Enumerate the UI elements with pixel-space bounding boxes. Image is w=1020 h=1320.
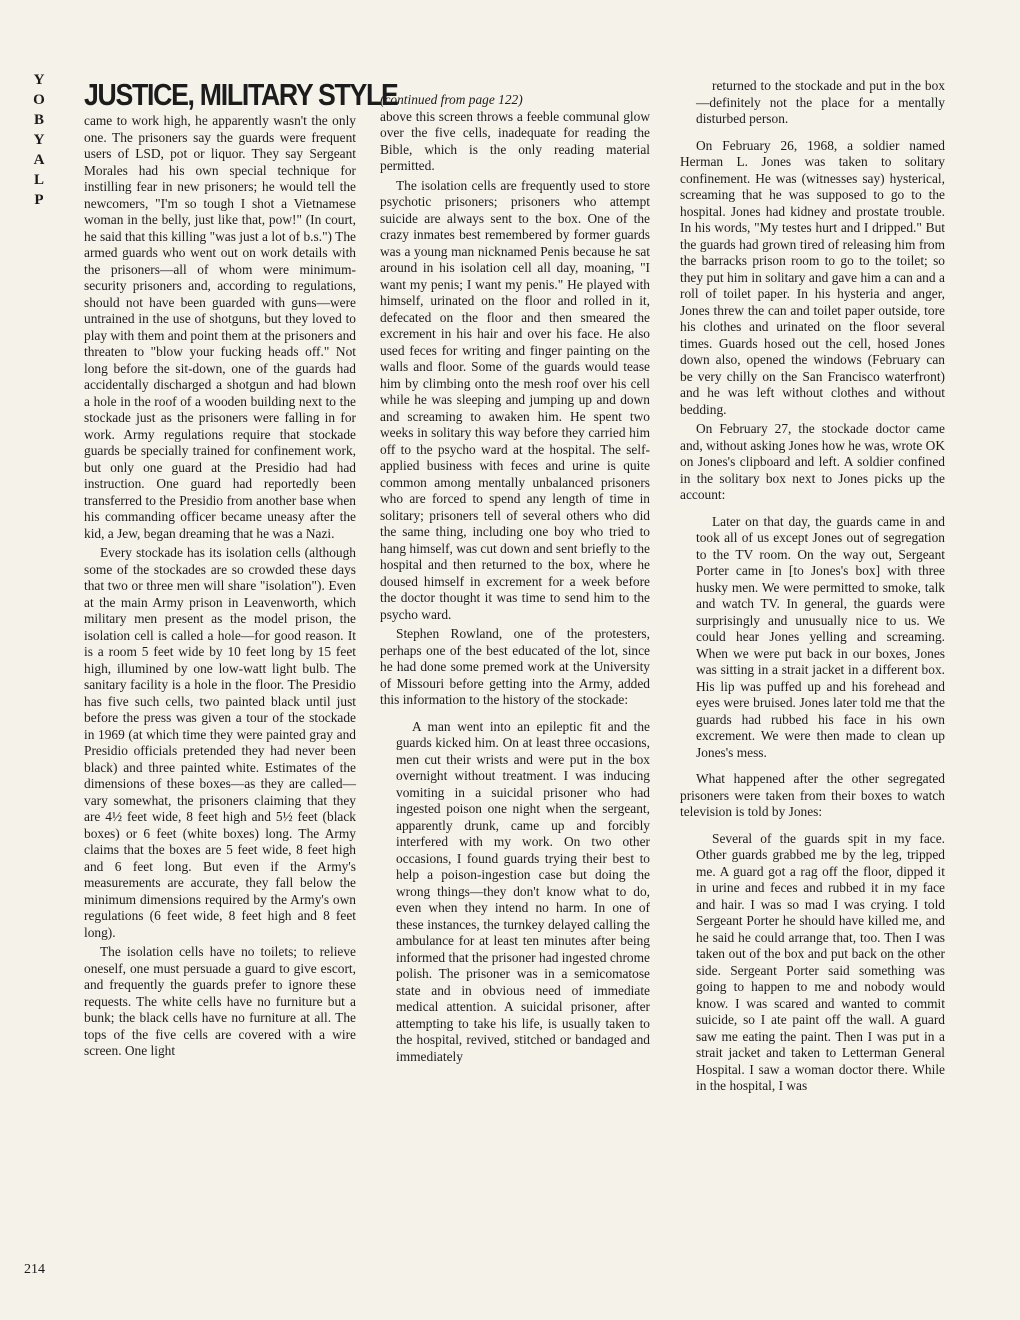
column-1: [84, 77, 398, 1060]
block-quote: [680, 78, 945, 128]
paragraph: What happened after the other segregated prisoners were taken from their boxes to watch television is told by Jones:: [680, 771, 945, 819]
masthead-letter: Y: [33, 132, 45, 148]
paragraph: The isolation cells have no toilets; to relieve oneself, one must persuade a guard to give escort, and frequently the guards prefer to ignore these requests. The white cells have no furniture but a bunk; the black cells have no furniture at all. The tops of the five cells are covered with a wire screen. One light: [84, 944, 356, 1058]
block-quote: [380, 719, 650, 1066]
paragraph: came to work high, he apparently wasn't the only one. The prisoners say the guards were frequent users of LSD, pot or liquor. They say Sergeant Morales had his own special technique for instilling fear in new prisoners; he would tell the newcomers, "I'm so tough I shot a Vietnamese woman in the belly, just like that, pow!" (In court, he said that this killing "was just a lot of b.s.") The armed guards who went out on work details with the prisoners—all of whom were minimum-security prisoners and, according to regulations, should not have been guarded with guns—were untrained in the use of shotguns, but they loved to play with them and point them at the prisoners and threaten to "blow your fucking heads off." Not long before the sit-down, one of the guards had accidentally discharged a shotgun and had blown a hole in the roof of a wooden building next to the stockade just as the prisoners were falling in for work. Army regulations require that stockade guards be specially trained for confinement work, but only one guard at the Presidio had had instruction. One guard had reportedly been transferred to the Presidio from another base when his commanding officer became uneasy after the kid, a Jew, began dreaming that he was a Nazi.: [84, 113, 356, 541]
paragraph: On February 26, 1968, a soldier named Herman L. Jones was taken to solitary confinement. He was (witnesses say) hysterical, screaming that he was supposed to go to the hospital. Jones had kidney and prostate trouble. In his words, "My testes hurt and I dripped." But the guards had grown tired of releasing him from the barracks prison room to go to the toilet; so they put him in solitary and gave him a can and a roll of toilet paper. In his hysteria and anger, Jones threw the can and toilet paper outside, tore his clothes and urinated on the floor several times. Guards hosed out the cell, hosed Jones down also, opened the windows (February can be very chilly on the San Francisco waterfront) and he was left without clothes and without bedding.: [680, 137, 945, 417]
magazine-masthead: [28, 70, 50, 210]
quote-paragraph: returned to the stockade and put in the box—definitely not the place for a mentally disturbed person.: [696, 78, 945, 126]
paragraph: Every stockade has its isolation cells (although some of the stockades are so crowded these days that two or three men will share "isolation"). Even at the main Army prison in Leavenworth, which military men present as the model prison, the isolation cell is called a hole—for good reason. It is a room 5 feet wide by 10 feet long by 15 feet high, illumined by one low-watt light bulb. The sanitary facility is a hole in the floor. The Presidio has five such cells, two painted black until just before the press was given a tour of the stockade in 1969 (at which time they were painted gray and Presidio officials pretended they had never been black) and three painted white. Estimates of the dimensions of these boxes—as they are called—vary somewhat, the prisoners claiming that they are 4½ feet wide, 8 feet high and 5½ feet (black boxes) or 6 feet (white boxes) long. The Army claims that the boxes are 5 feet wide, 8 feet high and 6 feet long. But even if the Army's measurements are accurate, they fall below the minimum dimensions required by the Army's own regulations (6 feet wide, 8 feet high and 8 feet long).: [84, 545, 356, 940]
block-quote: [680, 514, 945, 762]
continued-from-note: (continued from page 122): [380, 92, 523, 107]
article-headline: JUSTICE, MILITARY STYLE: [84, 77, 398, 112]
paragraph: The isolation cells are frequently used to store psychotic prisoners; prisoners who attempt suicide are always sent to the box. One of the crazy inmates best remembered by former guards was a young man nicknamed Penis because he sat around in his isolation cell all day, moaning, "I want my penis; I want my penis." He played with himself, urinated on the floor and rolled in it, defecated on the floor and then smeared the excrement in his hair and over his face. He also used feces for writing and finger painting on the walls and floor. Some of the guards would tease him by climbing onto the mesh roof over his cell while he was sleeping and jumping up and down and screaming to awaken him. He spent two weeks in solitary this way before they carried him off to the psycho ward at the hospital. The self-applied business with feces and urine is quite common among mentally unbalanced prisoners who are forced to spend any length of time in solitary; prisoners tell of several others who did the same thing, including one boy who tried to hang himself, was cut down and sent briefly to the hospital and then returned to the box, where he doused himself in excrement for a week before the doctor thought it was time to send him to the psycho ward.: [380, 177, 650, 622]
paragraph: above this screen throws a feeble communal glow over the five cells, inadequate for reading the Bible, which is the only reading material permitted.: [380, 108, 650, 173]
masthead-letter: P: [34, 192, 44, 208]
column-2: [380, 78, 650, 1075]
block-quote: [680, 831, 945, 1095]
quote-paragraph: Several of the guards spit in my face. Other guards grabbed me by the leg, tripped me. A guard got a rag off the floor, dipped it in urine and feces and rubbed it in my face and hair. I was so mad I was crying. I told Sergeant Porter he should have killed me, and he said he could arrange that, too. Then I was taken out of the box and put back on the other side. Sergeant Porter said something was going to happen to me and nobody would know. I was scared and wanted to commit suicide, so I ate paint off the wall. A guard saw me eating the paint. Then I was put in a strait jacket and taken to Letterman General Hospital. I saw a woman doctor there. While in the hospital, I was: [696, 830, 945, 1093]
column-3: [680, 78, 945, 1105]
quote-paragraph: A man went into an epileptic fit and the guards kicked him. On at least three occasions, men cut their wrists and were put in the box overnight without treatment. I was inducing vomiting in a suicidal prisoner who had ingested poison one night when the sergeant, apparently drunk, came up and forcibly interfered with my work. On two other occasions, I found guards trying their best to help a poison-ingestion case but doing the wrong things—they don't know what to do, even when they intend no harm. In one of these instances, the turnkey delayed calling the ambulance for at least ten minutes after being informed that the prisoner had ingested chrome polish. The prisoner was in a semicomatose state and in obvious need of immediate medical attention. A suicidal prisoner, after attempting to take his life, is usually taken to the hospital, revived, stitched or bandaged and immediately: [396, 718, 650, 1064]
masthead-letter: B: [33, 112, 44, 128]
page-number: 214: [24, 1262, 45, 1277]
paragraph: On February 27, the stockade doctor came and, without asking Jones how he was, wrote OK on Jones's clipboard and left. A soldier confined in the solitary box next to Jones picks up the account:: [680, 421, 945, 502]
paragraph: Stephen Rowland, one of the protesters, perhaps one of the best educated of the lot, since he had done some premed work at the University of Missouri before getting into the Army, added this information to the history of the stockade:: [380, 626, 650, 707]
masthead-letter: Y: [33, 72, 45, 88]
quote-paragraph: Later on that day, the guards came in and took all of us except Jones out of segregation to the TV room. On the way out, Sergeant Porter came in [to Jones's box] with three husky men. We were permitted to smoke, talk and watch TV. In general, the guards were surprisingly and unusually nice to us. We could hear Jones yelling and screaming. When we were put back in our boxes, Jones was sitting in a strait jacket in a different box. His lip was puffed up and his forehead and eyes were bruised. Jones later told me that the guards had rubbed his face in his own excrement. We were then made to clean up Jones's mess.: [696, 513, 945, 760]
masthead-letter: O: [33, 92, 45, 108]
masthead-letter: A: [33, 152, 45, 168]
masthead-letter: L: [33, 172, 44, 188]
